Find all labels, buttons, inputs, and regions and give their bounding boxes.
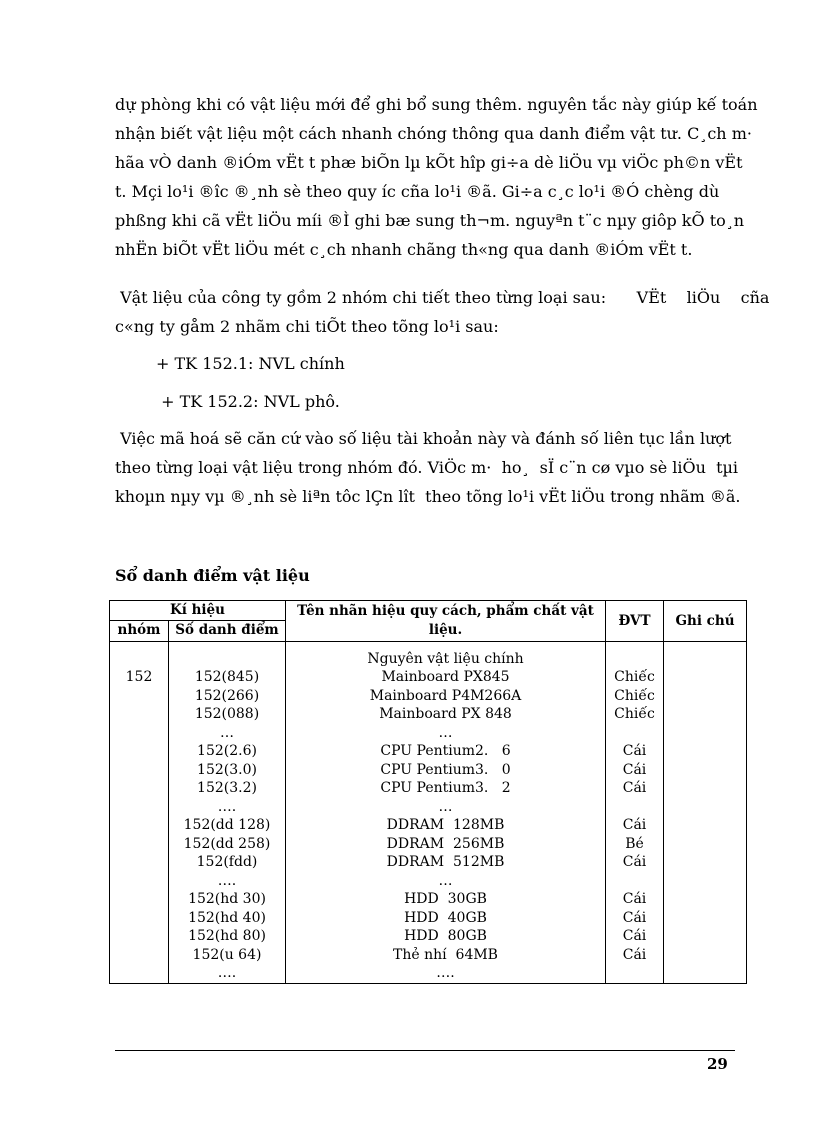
cell-nhom [110,798,168,817]
column-so-danh-diem [169,641,286,983]
cell-nhom [110,705,168,724]
cell-dvt: Cái [622,780,647,796]
cell-ten: … [438,872,453,889]
cell-ten: DDRAM 512MB [386,854,505,870]
header-ghi-chu: Ghi chú [664,601,747,642]
cell-nhom [110,835,168,854]
text-line: t. Mçi lo¹i ®îc ®¸nh sè theo quy íc cña lo¹i ®ã. Gi÷a c¸c lo¹i ®Ó chèng dù [115,182,720,201]
cell-dvt: Chiếc [614,669,655,685]
cell-so: 152(dd 128) [183,817,271,833]
cell-nhom: 152 [125,669,153,685]
cell-ten: Mainboard PX 848 [379,706,512,722]
material-catalog-table [109,600,747,984]
paragraph-1 [115,90,758,264]
cell-nhom [110,964,168,983]
text-line: nhËn biÕt vËt liÖu mét c¸ch nhanh chãng th«ng qua danh ®iÓm vËt t. [115,240,693,259]
cell-dvt: Cái [622,946,647,963]
cell-dvt [606,872,663,891]
column-nhom [110,641,169,983]
text-line: Vật liệu của công ty gồm 2 nhóm chi tiết theo từng loại sau: VËt liÖu cña [115,288,770,307]
cell-nhom [110,742,168,761]
cell-dvt: Cái [622,743,647,759]
cell-nhom [110,853,168,872]
cell-so: 152(u 64) [192,946,262,963]
cell-so: …. [217,798,237,815]
cell-so: 152(hd 30) [188,891,266,907]
cell-so: …. [217,872,237,889]
cell-so: 152(3.2) [197,780,257,796]
cell-so: 152(3.0) [197,761,257,778]
column-dvt [606,641,664,983]
cell-so: 152(fdd) [196,854,258,870]
page-number: 29 [707,1055,728,1073]
cell-nhom [110,890,168,909]
cell-ten: HDD 40GB [404,909,487,926]
text-line: khoµn nµy vµ ®¸nh sè liªn tôc lÇn lît theo tõng lo¹i vËt liÖu trong nhãm ®ã. [115,487,741,506]
cell-ten: CPU Pentium2. 6 [380,743,511,759]
cell-ten: Mainboard P4M266A [369,687,522,704]
cell-ten: CPU Pentium3. 2 [380,780,511,796]
cell-dvt: Cái [622,817,647,833]
text-line: c«ng ty gåm 2 nhãm chi tiÕt theo tõng lo¹i sau: [115,317,499,336]
cell-dvt: Chiếc [614,706,655,722]
cell-ten: Mainboard PX845 [381,669,510,685]
cell-nhom [110,650,168,669]
cell-so: 152(266) [194,687,260,704]
cell-so: …. [217,965,237,981]
cell-ten: HDD 80GB [404,928,487,944]
cell-nhom [110,946,168,965]
header-so-danh-diem: Số danh điểm [169,620,286,641]
cell-nhom [110,909,168,928]
list-item-tk-152-1: + TK 152.1: NVL chính [156,354,345,373]
cell-nhom [110,779,168,798]
cell-so: 152(hd 80) [188,928,266,944]
cell-dvt [606,724,663,743]
list-item-tk-152-2: + TK 152.2: NVL phô. [156,392,340,411]
cell-dvt: Chiếc [614,687,655,704]
cell-so: 152(2.6) [197,743,257,759]
text-line: theo từng loại vật liệu trong nhóm đó. ViÖc m· ho¸ sÏ c¨n cø vµo sè liÖu tµi [115,458,739,477]
cell-so: … [220,724,234,741]
cell-ten: …. [436,965,455,981]
header-ten: Tên nhãn hiệu quy cách, phẩm chất vật liệu. [286,601,606,642]
cell-dvt: Cái [622,891,647,907]
column-ghi-chu [664,641,747,983]
cell-so: 152(hd 40) [188,909,266,926]
cell-so [169,650,285,669]
header-ki-hieu: Kí hiệu [110,601,286,621]
cell-so: 152(088) [194,706,260,722]
cell-nhom [110,761,168,780]
cell-so: 152(dd 258) [183,835,271,852]
text-line: Việc mã hoá sẽ căn cứ vào số liệu tài khoản này và đánh số liên tục lần lượt [115,429,732,448]
cell-ten: … [438,724,453,741]
cell-nhom [110,816,168,835]
footer-divider [115,1050,735,1051]
cell-ten: … [438,798,453,815]
cell-nhom [110,687,168,706]
cell-nhom [110,872,168,891]
cell-so: 152(845) [194,669,260,685]
cell-ten: DDRAM 256MB [386,835,505,852]
paragraph-2 [115,283,770,341]
table-title: Sổ danh điểm vật liệu [115,566,310,585]
cell-dvt [606,650,663,669]
cell-dvt [606,964,663,983]
cell-nhom [110,927,168,946]
text-line: dự phòng khi có vật liệu mới để ghi bổ sung thêm. nguyên tắc này giúp kế toán [115,95,758,114]
cell-ten: Nguyên vật liệu chính [367,650,524,667]
cell-dvt: Cái [622,909,647,926]
header-nhom: nhóm [110,620,169,641]
column-ten [286,641,606,983]
cell-dvt: Cái [622,761,647,778]
cell-dvt: Cái [622,928,647,944]
cell-ten: CPU Pentium3. 0 [380,761,511,778]
cell-ten: HDD 30GB [404,891,487,907]
text-line: nhận biết vật liệu một cách nhanh chóng thông qua danh điểm vật tư. C¸ch m· [115,124,752,143]
header-dvt: ĐVT [606,601,664,642]
paragraph-3 [115,424,740,511]
text-line: phßng khi cã vËt liÖu míi ®Ì ghi bæ sung th¬m. nguyªn t¨c nµy giôp kÕ to¸n [115,211,745,230]
cell-nhom [110,724,168,743]
cell-ten: Thẻ nhí 64MB [393,946,498,963]
text-line: hãa vÒ danh ®iÓm vËt t phæ biÕn lµ kÕt hîp gi÷a dè liÖu vµ viÖc ph©n vËt [115,153,743,172]
cell-ten: DDRAM 128MB [386,817,505,833]
cell-dvt: Cái [622,854,647,870]
cell-dvt [606,798,663,817]
cell-dvt: Bé [625,835,644,852]
